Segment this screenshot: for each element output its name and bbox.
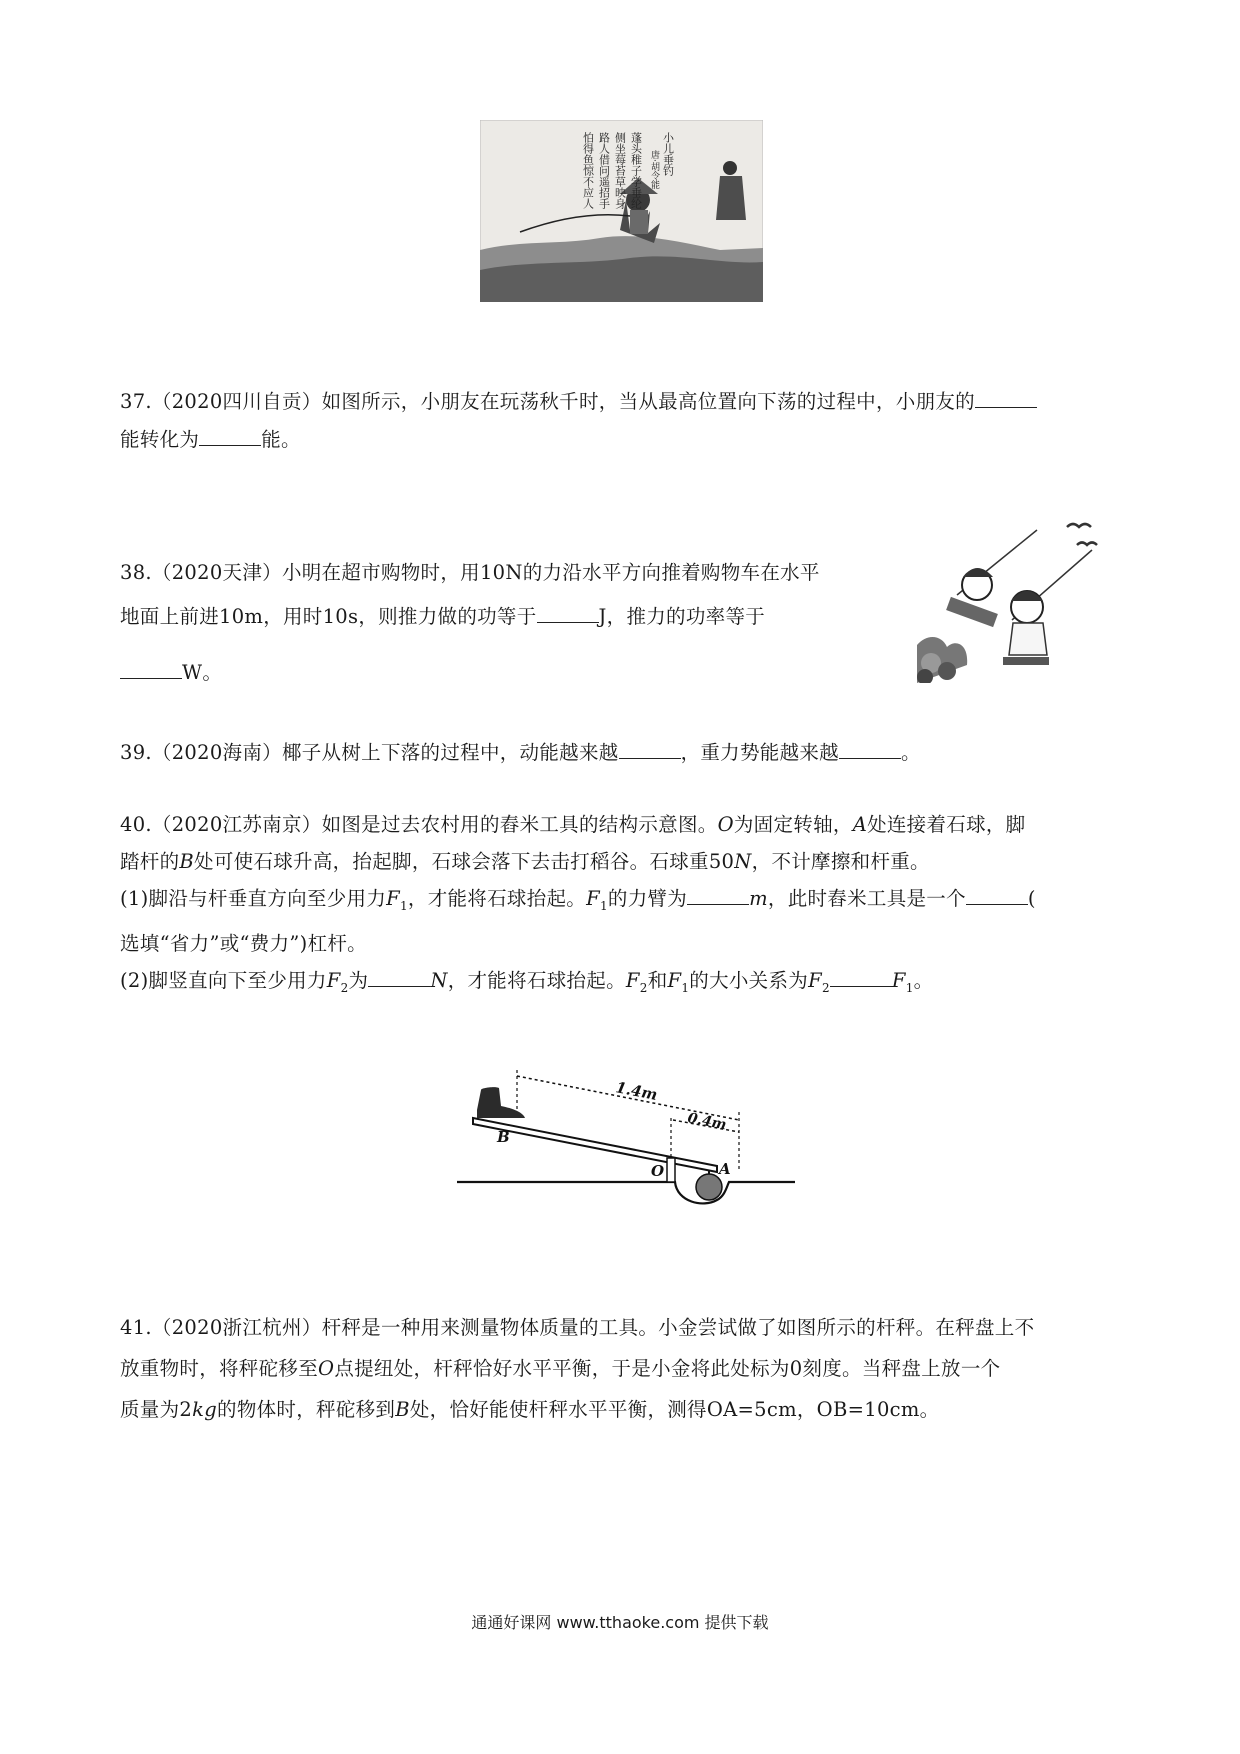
q39-blank-2[interactable] (839, 736, 901, 759)
q37-text-3: 能。 (261, 428, 301, 451)
q40-part2-f: 。 (913, 968, 934, 992)
poem-line-4: 侧坐莓苔草映身 (613, 132, 627, 209)
q40-blank-2[interactable] (966, 882, 1028, 905)
q40-part2-d: 和 (647, 968, 668, 992)
q40-F1-sub: 1 (399, 898, 408, 913)
question-37 (120, 383, 1130, 459)
poem-illustration-svg (480, 120, 763, 302)
q40-text-2: 为固定转轴， (733, 813, 853, 836)
q41-B: B (395, 1398, 410, 1421)
q37-blank-2[interactable] (199, 423, 261, 446)
q40-text-1: 如图是过去农村用的舂米工具的结构示意图。 (321, 813, 718, 836)
q40-part2-a: (2)脚竖直向下至少用力 (120, 968, 327, 992)
q38-blank-1[interactable] (537, 600, 599, 623)
q39-text-3: 。 (900, 741, 921, 764)
q40-F2b: F (625, 968, 640, 992)
q40-part2-b: 为 (348, 968, 369, 992)
q39-source: （2020海南） (151, 741, 282, 764)
q41-text-3c: 处，恰好能使杆秤水平平衡，测得OA=5cm，OB=10cm。 (409, 1398, 940, 1421)
q40-F1: F (386, 887, 400, 910)
poem-line-3: 蓬头稚子学垂纶 (629, 132, 643, 209)
q40-F1b-sub: 1 (599, 898, 608, 913)
q41-O: O (318, 1357, 335, 1380)
q40-part1-e: ( (1027, 887, 1036, 910)
q40-blank-3[interactable] (368, 964, 430, 987)
q41-text-2b: 点提纽处，杆秤恰好水平平衡，于是小金将此处标为0刻度。当秤盘上放一个 (334, 1357, 1001, 1380)
point-A-label: A (719, 1160, 731, 1178)
lever-diagram-svg (455, 1062, 795, 1222)
q40-B: B (179, 850, 195, 873)
q39-number: 39. (120, 741, 152, 764)
q37-source: （2020四川自贡） (151, 390, 322, 413)
poem-illustration (480, 120, 763, 302)
q38-text: 小明在超市购物时，用10N的力沿水平方向推着购物车在水平 (281, 561, 820, 584)
q41-text-3b: 的物体时，秤砣移到 (217, 1398, 396, 1421)
poem-line-6: 怕得鱼惊不应人 (581, 132, 595, 209)
q40-text-6: ，不计摩擦和杆重。 (751, 850, 930, 873)
q38-text-2: 地面上前进10m，用时10s，则推力做的功等于 (120, 605, 537, 628)
q40-part1-d: ，此时舂米工具是一个 (767, 887, 966, 910)
q40-source: （2020江苏南京） (151, 813, 322, 836)
q40-F1c-sub: 1 (681, 980, 690, 995)
q41-kg: kg (192, 1398, 218, 1421)
q39-text-2: ，重力势能越来越 (680, 741, 839, 764)
q41-text-2a: 放重物时，将秤砣移至 (120, 1357, 319, 1380)
q37-text: 如图所示，小朋友在玩荡秋千时，当从最高位置向下荡的过程中，小朋友的 (321, 390, 975, 413)
poem-line-5: 路人借问遥招手 (597, 132, 611, 209)
swing-illustration (917, 515, 1117, 683)
q40-N2: N (430, 968, 448, 992)
q37-number: 37. (120, 390, 152, 413)
q40-F2b-sub: 2 (639, 980, 648, 995)
q41-source: （2020浙江杭州） (151, 1316, 322, 1339)
question-39 (120, 734, 1130, 772)
q40-O: O (717, 813, 734, 836)
q40-A: A (852, 813, 868, 836)
q40-F2-sub: 2 (340, 980, 349, 995)
q40-F1d: F (891, 968, 906, 992)
point-O-label: O (651, 1162, 665, 1180)
q37-blank-1[interactable] (975, 385, 1037, 408)
q38-number: 38. (120, 561, 152, 584)
length-short-label: 0.4m (686, 1110, 728, 1134)
q40-part1-c: 的力臂为 (607, 887, 688, 910)
q40-number: 40. (120, 813, 152, 836)
question-41 (120, 1307, 1130, 1430)
q40-text-5: 处可使石球升高，抬起脚，石球会落下去击打稻谷。石球重50 (194, 850, 735, 873)
q40-part1-b: ，才能将石球抬起。 (407, 887, 587, 910)
q40-F1b: F (586, 887, 600, 910)
q40-blank-1[interactable] (687, 882, 749, 905)
q40-F2: F (326, 968, 341, 992)
q38-source: （2020天津） (151, 561, 282, 584)
q39-blank-1[interactable] (619, 736, 681, 759)
q40-F2c-sub: 2 (821, 980, 830, 995)
q38-unit-2: W。 (182, 661, 223, 684)
q41-number: 41. (120, 1316, 152, 1339)
page-footer: 通通好课网 www.tthaoke.com 提供下载 (471, 1613, 769, 1632)
q40-m: m (749, 887, 768, 910)
q40-F1d-sub: 1 (905, 980, 914, 995)
q40-part2-c: ，才能将石球抬起。 (447, 968, 626, 992)
q40-text-3: 处连接着石球，脚 (867, 813, 1026, 836)
q39-text-1: 椰子从树上下落的过程中，动能越来越 (281, 741, 619, 764)
q40-part1-f: 选填“省力”或“费力”)杠杆。 (120, 931, 367, 955)
poem-line-1: 小儿垂钓 (661, 132, 675, 176)
q41-text-3a: 质量为2 (120, 1398, 193, 1421)
q40-F2c: F (808, 968, 822, 992)
lever-diagram (455, 1062, 795, 1222)
q40-text-4: 踏杆的 (120, 850, 180, 873)
poem-line-2: 唐·胡令能 (649, 150, 659, 189)
length-long-label: 1.4m (614, 1078, 659, 1104)
q40-blank-4[interactable] (830, 964, 892, 987)
q40-F1c: F (667, 968, 682, 992)
question-38 (120, 551, 900, 695)
question-40 (120, 806, 1130, 1007)
swing-illustration-svg (917, 515, 1117, 683)
q40-part1-a: (1)脚沿与杆垂直方向至少用力 (120, 887, 387, 910)
q41-text-1: 杆秤是一种用来测量物体质量的工具。小金尝试做了如图所示的杆秤。在秤盘上不 (321, 1316, 1035, 1339)
q38-unit-1: J，推力的功率等于 (598, 605, 766, 628)
q40-N: N (734, 850, 752, 873)
q38-blank-2[interactable] (120, 656, 182, 679)
q37-text-2: 能转化为 (120, 428, 200, 451)
q40-part2-e: 的大小关系为 (689, 968, 809, 992)
point-B-label: B (497, 1128, 510, 1146)
